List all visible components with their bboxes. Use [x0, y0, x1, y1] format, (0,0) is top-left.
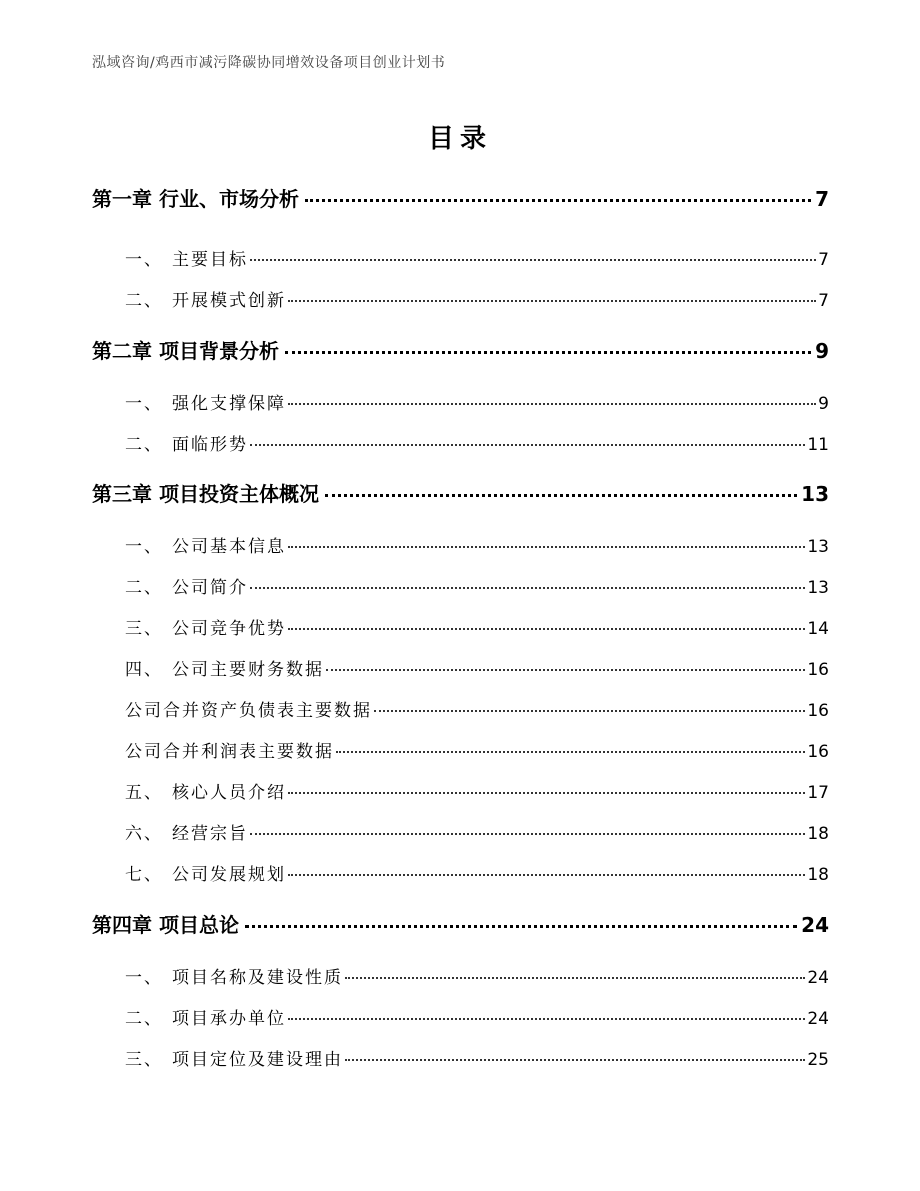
toc-section-title: 开展模式创新: [172, 291, 286, 311]
toc-entry-section[interactable]: [125, 245, 829, 271]
toc-entry-label: [125, 1045, 343, 1070]
toc-entry-label: [125, 655, 324, 680]
toc-section-number: 二、: [125, 1009, 163, 1029]
toc-page-number: 16: [807, 701, 829, 721]
dot-leader: [288, 546, 805, 548]
toc-page-number: 24: [807, 968, 829, 988]
toc-section-title: 公司简介: [172, 578, 248, 598]
dot-leader: [285, 351, 811, 354]
toc-page-number: 25: [807, 1050, 829, 1070]
toc-section-number: 一、: [125, 968, 163, 988]
toc-entry-chapter-4[interactable]: [92, 909, 829, 939]
toc-section-title: 项目名称及建设性质: [172, 968, 343, 988]
toc-entry-section[interactable]: [125, 1045, 829, 1071]
dot-leader: [288, 403, 816, 405]
toc-entry-section[interactable]: [125, 614, 829, 640]
toc-section-number: 二、: [125, 435, 163, 455]
toc-section-number: 六、: [125, 824, 163, 844]
toc-page-number: 24: [807, 1009, 829, 1029]
toc-entry-chapter-1[interactable]: [92, 183, 829, 213]
toc-page-number: 7: [818, 291, 829, 311]
toc-entry-section[interactable]: [125, 696, 829, 722]
toc-entry-label: [125, 286, 286, 311]
dot-leader: [250, 259, 816, 261]
dot-leader: [288, 1018, 805, 1020]
dot-leader: [288, 300, 816, 302]
toc-entry-label: [125, 532, 286, 557]
dot-leader: [345, 1059, 805, 1061]
toc-page-number: 16: [807, 742, 829, 762]
toc-entry-section[interactable]: [125, 430, 829, 456]
toc-section-title: 面临形势: [172, 435, 248, 455]
dot-leader: [326, 669, 805, 671]
toc-entry-section[interactable]: [125, 389, 829, 415]
toc-section-number: 四、: [125, 660, 163, 680]
toc-entry-section[interactable]: [125, 778, 829, 804]
toc-entry-label: 第三章 项目投资主体概况: [92, 482, 319, 506]
toc-entry-label: [125, 573, 248, 598]
toc-entry-label: 第四章 项目总论: [92, 913, 239, 937]
toc-entry-label: 公司合并利润表主要数据: [125, 742, 334, 762]
toc-section-number: 二、: [125, 291, 163, 311]
toc-entry-label: [125, 860, 286, 885]
toc-entry-section[interactable]: [125, 573, 829, 599]
toc-page-number: 13: [801, 482, 829, 506]
toc-entry-label: [125, 963, 343, 988]
toc-entry-label: 公司合并资产负债表主要数据: [125, 701, 372, 721]
toc-section-title: 项目定位及建设理由: [172, 1050, 343, 1070]
dot-leader: [305, 199, 811, 202]
toc-page-number: 18: [807, 865, 829, 885]
dot-leader: [336, 751, 805, 753]
toc-section-number: 一、: [125, 537, 163, 557]
toc-section-number: 七、: [125, 865, 163, 885]
dot-leader: [325, 494, 797, 497]
toc-page-number: 11: [807, 435, 829, 455]
dot-leader: [250, 833, 805, 835]
toc-entry-label: [125, 430, 248, 455]
toc-section-title: 项目承办单位: [172, 1009, 286, 1029]
toc-section-number: 二、: [125, 578, 163, 598]
toc-page-number: 13: [807, 537, 829, 557]
toc-entry-section[interactable]: [125, 860, 829, 886]
toc-section-number: 三、: [125, 1050, 163, 1070]
toc-section-number: 三、: [125, 619, 163, 639]
toc-entry-label: 第一章 行业、市场分析: [92, 187, 299, 211]
toc-section-title: 经营宗旨: [172, 824, 248, 844]
dot-leader: [245, 925, 797, 928]
toc-entry-label: 第二章 项目背景分析: [92, 339, 279, 363]
dot-leader: [288, 792, 805, 794]
toc-section-number: 五、: [125, 783, 163, 803]
toc-section-title: 公司基本信息: [172, 537, 286, 557]
dot-leader: [374, 710, 805, 712]
toc-page-number: 14: [807, 619, 829, 639]
toc-section-title: 公司竞争优势: [172, 619, 286, 639]
toc-entry-section[interactable]: [125, 655, 829, 681]
dot-leader: [250, 444, 805, 446]
toc-entry-section[interactable]: [125, 737, 829, 763]
toc-section-title: 公司主要财务数据: [172, 660, 324, 680]
toc-section-number: 一、: [125, 394, 163, 414]
toc-entry-label: [125, 389, 286, 414]
toc-entry-label: [125, 614, 286, 639]
toc-entry-chapter-3[interactable]: [92, 478, 829, 508]
running-header: 泓域咨询/鸡西市减污降碳协同增效设备项目创业计划书: [92, 55, 446, 71]
toc-page-number: 13: [807, 578, 829, 598]
dot-leader: [288, 628, 805, 630]
toc-page-number: 7: [815, 187, 829, 211]
toc-entry-label: [125, 819, 248, 844]
toc-page-number: 16: [807, 660, 829, 680]
toc-entry-section[interactable]: [125, 1004, 829, 1030]
toc-section-title: 公司发展规划: [172, 865, 286, 885]
toc-entry-section[interactable]: [125, 963, 829, 989]
toc-title: 目录: [427, 124, 492, 154]
toc-entry-section[interactable]: [125, 532, 829, 558]
dot-leader: [250, 587, 805, 589]
toc-section-title: 核心人员介绍: [172, 783, 286, 803]
toc-page-number: 18: [807, 824, 829, 844]
dot-leader: [288, 874, 805, 876]
toc-entry-label: [125, 1004, 286, 1029]
toc-section-title: 强化支撑保障: [172, 394, 286, 414]
dot-leader: [345, 977, 805, 979]
toc-page-number: 17: [807, 783, 829, 803]
toc-entry-section[interactable]: [125, 286, 829, 312]
toc-page-number: 9: [818, 394, 829, 414]
toc-page-number: 7: [818, 250, 829, 270]
toc-page-number: 9: [815, 339, 829, 363]
toc-entry-section[interactable]: [125, 819, 829, 845]
toc-entry-label: [125, 245, 248, 270]
toc-entry-label: [125, 778, 286, 803]
toc-page-number: 24: [801, 913, 829, 937]
toc-section-title: 主要目标: [172, 250, 248, 270]
toc-entry-chapter-2[interactable]: [92, 335, 829, 365]
toc-section-number: 一、: [125, 250, 163, 270]
